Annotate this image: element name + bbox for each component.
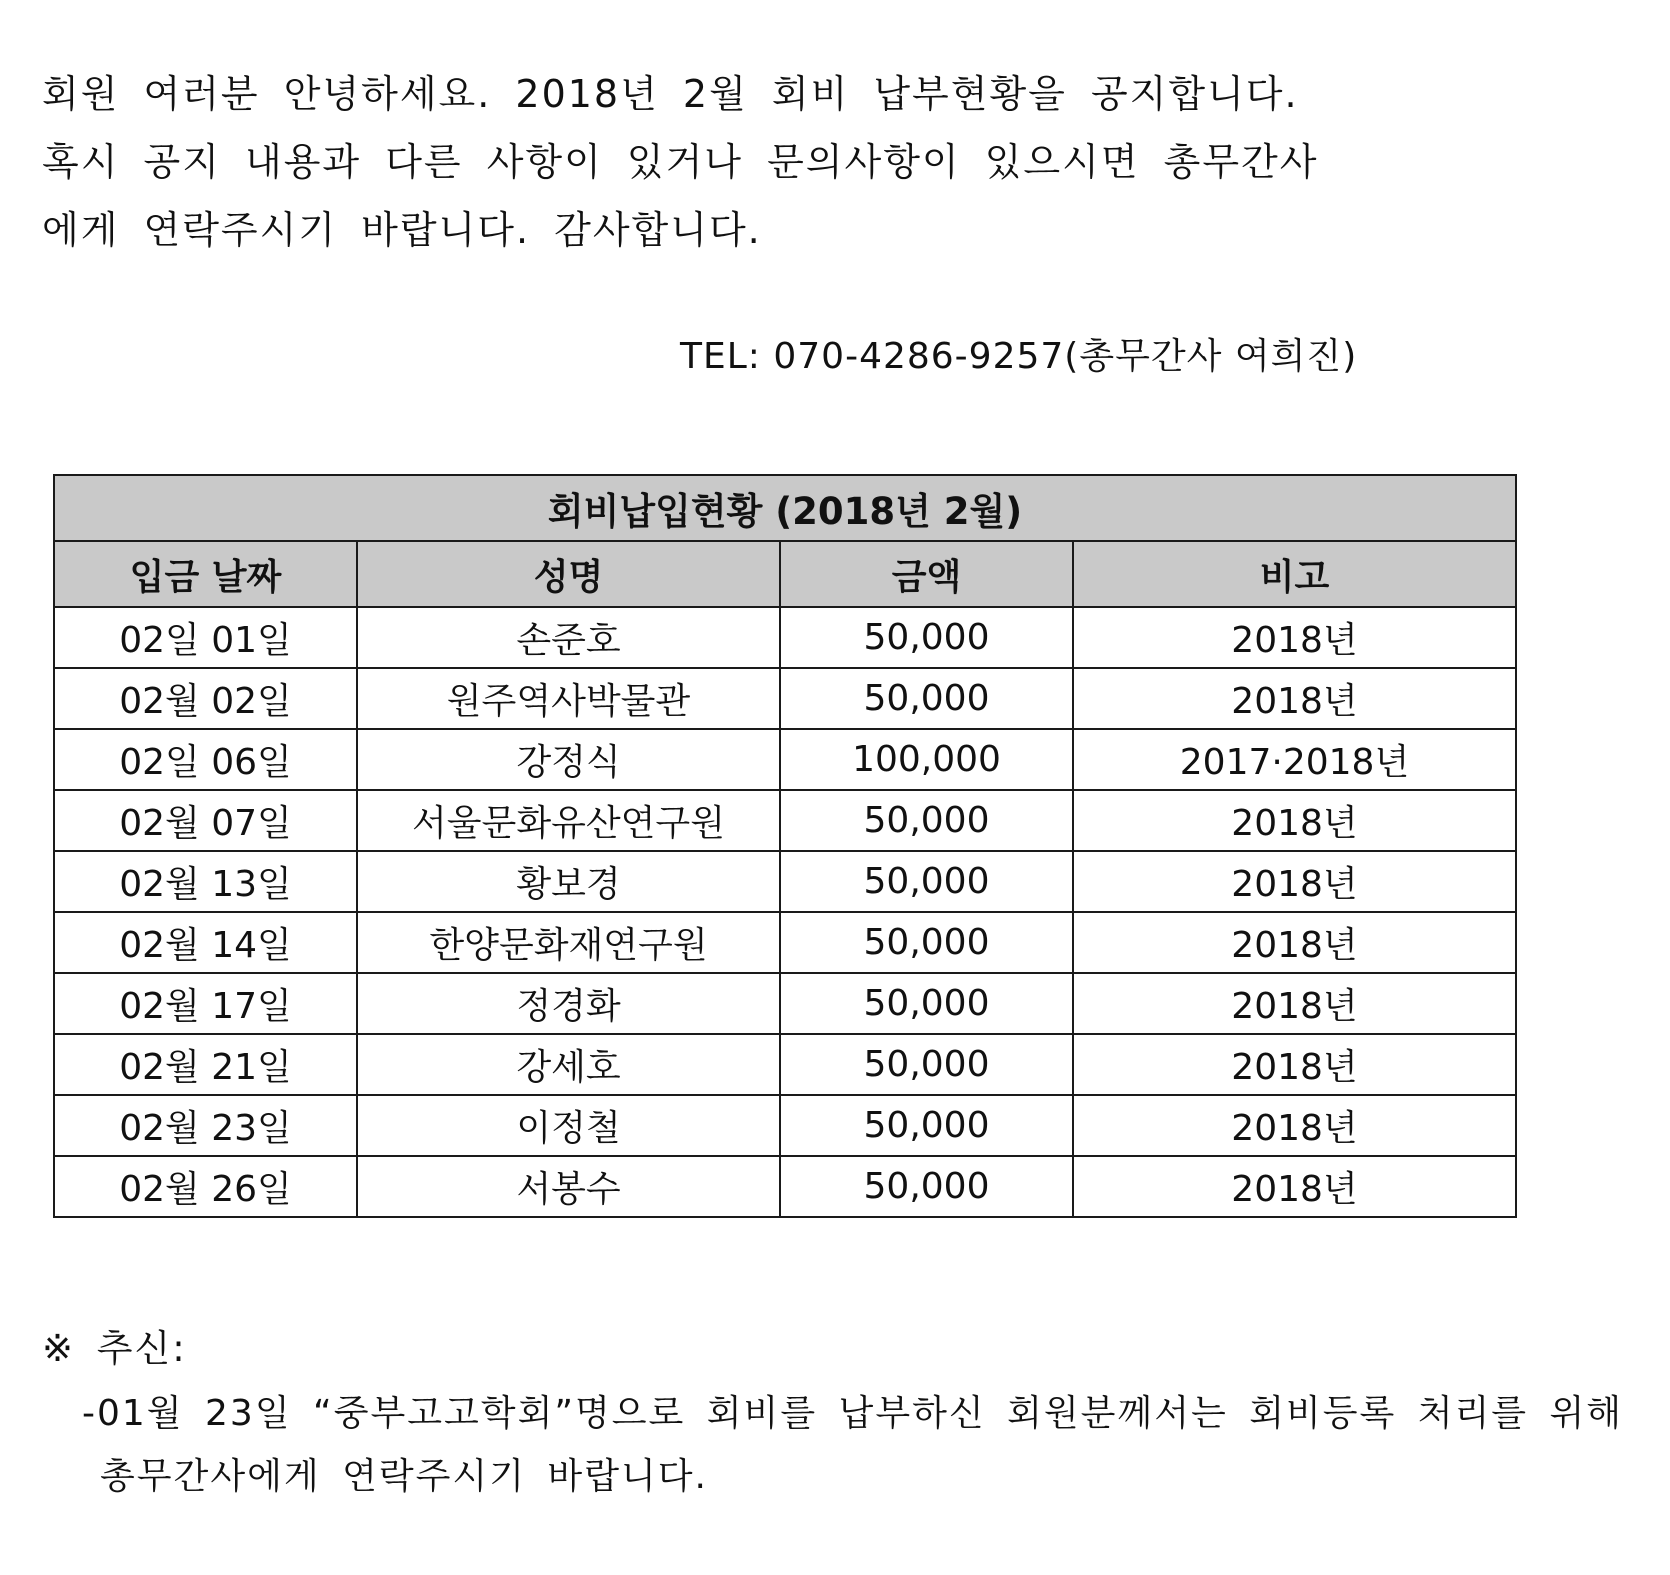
cell-amount: 50,000 [780,1034,1073,1095]
postscript-line-2: 총무간사에게 연락주시기 바랍니다. [100,1456,708,1497]
header-note: 비고 [1073,541,1516,607]
cell-note: 2018년 [1073,1095,1516,1156]
cell-note: 2018년 [1073,851,1516,912]
table-row [54,851,1516,912]
cell-note: 2018년 [1073,607,1516,668]
cell-note: 2018년 [1073,790,1516,851]
cell-amount: 50,000 [780,851,1073,912]
table-row [54,973,1516,1034]
cell-note: 2018년 [1073,668,1516,729]
intro-line-3: 에게 연락주시기 바랍니다. 감사합니다. [42,208,762,252]
header-name: 성명 [357,541,780,607]
cell-name: 한양문화재연구원 [357,912,780,973]
cell-note: 2018년 [1073,1034,1516,1095]
cell-name: 정경화 [357,973,780,1034]
intro-text [42,60,1318,264]
postscript-label: ※ 추신: [42,1327,187,1370]
header-amount: 금액 [780,541,1073,607]
cell-amount: 50,000 [780,790,1073,851]
table-row [54,1156,1516,1217]
table-caption: 회비납입현황 (2018년 2월) [54,475,1516,541]
cell-name: 서울문화유산연구원 [357,790,780,851]
cell-date: 02월 13일 [54,851,357,912]
table-row [54,729,1516,790]
cell-amount: 50,000 [780,668,1073,729]
cell-date: 02월 21일 [54,1034,357,1095]
postscript-line-1: -01월 23일 “중부고고학회”명으로 회비를 납부하신 회원분께서는 회비등록 처리를 위해 [82,1393,1624,1434]
cell-amount: 50,000 [780,1095,1073,1156]
table-row [54,790,1516,851]
intro-line-2: 혹시 공지 내용과 다른 사항이 있거나 문의사항이 있으시면 총무간사 [42,140,1319,184]
cell-date: 02월 02일 [54,668,357,729]
cell-name: 황보경 [357,851,780,912]
table-row [54,1095,1516,1156]
cell-name: 손준호 [357,607,780,668]
cell-amount: 50,000 [780,607,1073,668]
cell-date: 02일 01일 [54,607,357,668]
intro-line-1: 회원 여러분 안녕하세요. 2018년 2월 회비 납부현황을 공지합니다. [42,72,1299,116]
cell-note: 2018년 [1073,912,1516,973]
cell-date: 02월 26일 [54,1156,357,1217]
table-header-row [54,541,1516,607]
header-date: 입금 날짜 [54,541,357,607]
cell-amount: 100,000 [780,729,1073,790]
cell-date: 02일 06일 [54,729,357,790]
cell-note: 2018년 [1073,973,1516,1034]
table-row [54,607,1516,668]
cell-date: 02월 14일 [54,912,357,973]
cell-name: 서봉수 [357,1156,780,1217]
contact-tel: TEL: 070-4286-9257(총무간사 여희진) [680,336,1358,377]
cell-amount: 50,000 [780,1156,1073,1217]
cell-date: 02월 07일 [54,790,357,851]
cell-date: 02월 23일 [54,1095,357,1156]
cell-amount: 50,000 [780,912,1073,973]
cell-name: 강정식 [357,729,780,790]
cell-name: 강세호 [357,1034,780,1095]
cell-date: 02월 17일 [54,973,357,1034]
table-row [54,668,1516,729]
cell-name: 원주역사박물관 [357,668,780,729]
table-row [54,1034,1516,1095]
cell-amount: 50,000 [780,973,1073,1034]
fee-status-table [53,474,1517,1218]
cell-note: 2018년 [1073,1156,1516,1217]
table-row [54,912,1516,973]
cell-note: 2017·2018년 [1073,729,1516,790]
cell-name: 이정철 [357,1095,780,1156]
